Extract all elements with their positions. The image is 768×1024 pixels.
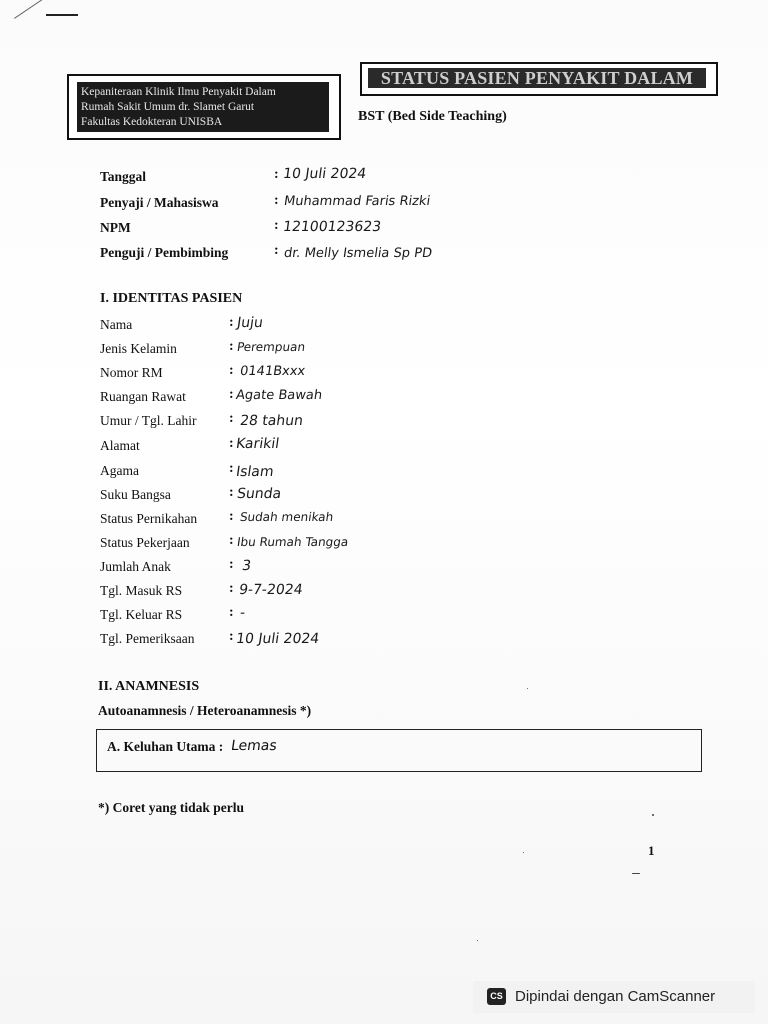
field-label: Jenis Kelamin: [100, 341, 177, 356]
colon: :: [274, 167, 279, 182]
institution-line: Kepaniteraan Klinik Ilmu Penyakit Dalam: [81, 86, 276, 98]
colon: :: [229, 339, 234, 354]
institution-line: Fakultas Kedokteran UNISBA: [81, 116, 223, 128]
field-value: 3: [240, 558, 253, 574]
scan-speck: [477, 940, 478, 941]
anamnesis-type: Autoanamnesis / Heteroanamnesis *): [98, 703, 312, 718]
field-value: Ibu Rumah Tangga: [236, 535, 350, 549]
colon: :: [229, 411, 234, 426]
colon: :: [229, 581, 234, 596]
colon: :: [229, 461, 234, 476]
field-value: 10 Juli 2024: [234, 631, 321, 647]
field-label: Status Pernikahan: [100, 511, 198, 526]
field-value: -: [238, 605, 247, 621]
field-value: Islam: [234, 464, 275, 480]
field-label: Alamat: [100, 438, 140, 453]
field-value: Sudah menikah: [239, 510, 335, 524]
scan-speck: [523, 852, 524, 853]
keluhan-utama-box: [96, 729, 702, 772]
title-box: [360, 62, 718, 96]
field-label: Status Pekerjaan: [100, 535, 190, 550]
section-anamnesis-heading: II. ANAMNESIS: [98, 679, 200, 694]
field-label: Jumlah Anak: [100, 559, 171, 574]
field-value: Agate Bawah: [234, 388, 324, 403]
field-label: Nomor RM: [100, 365, 163, 380]
footnote: *) Coret yang tidak perlu: [98, 800, 245, 815]
info-value-npm: 12100123623: [281, 219, 383, 235]
section-identitas-heading: I. IDENTITAS PASIEN: [100, 291, 243, 306]
field-label: Agama: [100, 463, 139, 478]
institution-banner: [77, 82, 329, 132]
scan-speck: [632, 873, 640, 874]
document-subtitle: BST (Bed Side Teaching): [358, 109, 507, 124]
colon: :: [229, 509, 234, 524]
field-value: Karikil: [234, 436, 281, 452]
scan-speck: [652, 814, 654, 816]
colon: :: [229, 533, 234, 548]
scan-mark-diagonal: [14, 0, 43, 19]
info-label-penyaji: Penyaji / Mahasiswa: [100, 195, 219, 210]
info-value-penyaji: Muhammad Faris Rizki: [282, 194, 432, 209]
field-label: Umur / Tgl. Lahir: [100, 413, 197, 428]
institution-line: Rumah Sakit Umum dr. Slamet Garut: [81, 101, 255, 113]
colon: :: [229, 363, 234, 378]
watermark-text: Dipindai dengan CamScanner: [515, 988, 716, 1005]
keluhan-utama-label: A. Keluhan Utama :: [107, 739, 224, 754]
field-label: Nama: [100, 317, 133, 332]
field-label: Tgl. Masuk RS: [100, 583, 183, 598]
page-number: 1: [648, 843, 655, 858]
camscanner-watermark: [473, 981, 755, 1013]
scan-mark: [46, 14, 78, 16]
camscanner-logo-icon: CS: [487, 988, 506, 1005]
field-value: 0141Bxxx: [238, 364, 307, 379]
field-value: 28 tahun: [238, 413, 305, 429]
colon: :: [274, 218, 279, 233]
field-label: Tgl. Pemeriksaan: [100, 631, 195, 646]
institution-box: [67, 74, 341, 140]
scan-speck: [527, 688, 528, 689]
info-label-tanggal: Tanggal: [100, 169, 147, 184]
info-value-penguji: dr. Melly Ismelia Sp PD: [282, 246, 434, 261]
field-label: Suku Bangsa: [100, 487, 171, 502]
field-label: Ruangan Rawat: [100, 389, 186, 404]
colon: :: [229, 436, 234, 451]
colon: :: [274, 193, 279, 208]
keluhan-utama-value: Lemas: [229, 738, 278, 754]
colon: :: [229, 485, 234, 500]
colon: :: [229, 605, 234, 620]
field-value: Sunda: [235, 486, 283, 502]
colon: :: [229, 557, 234, 572]
field-value: 9-7-2024: [237, 582, 304, 598]
field-value: Perempuan: [236, 340, 307, 354]
colon: :: [274, 243, 279, 258]
info-label-penguji: Penguji / Pembimbing: [100, 245, 229, 260]
colon: :: [229, 315, 234, 330]
colon: :: [229, 387, 234, 402]
document-title: STATUS PASIEN PENYAKIT DALAM: [368, 68, 706, 88]
info-value-tanggal: 10 Juli 2024: [281, 166, 368, 182]
field-label: Tgl. Keluar RS: [100, 607, 183, 622]
info-label-npm: NPM: [100, 220, 131, 235]
field-value: Juju: [235, 315, 264, 331]
colon: :: [229, 629, 234, 644]
